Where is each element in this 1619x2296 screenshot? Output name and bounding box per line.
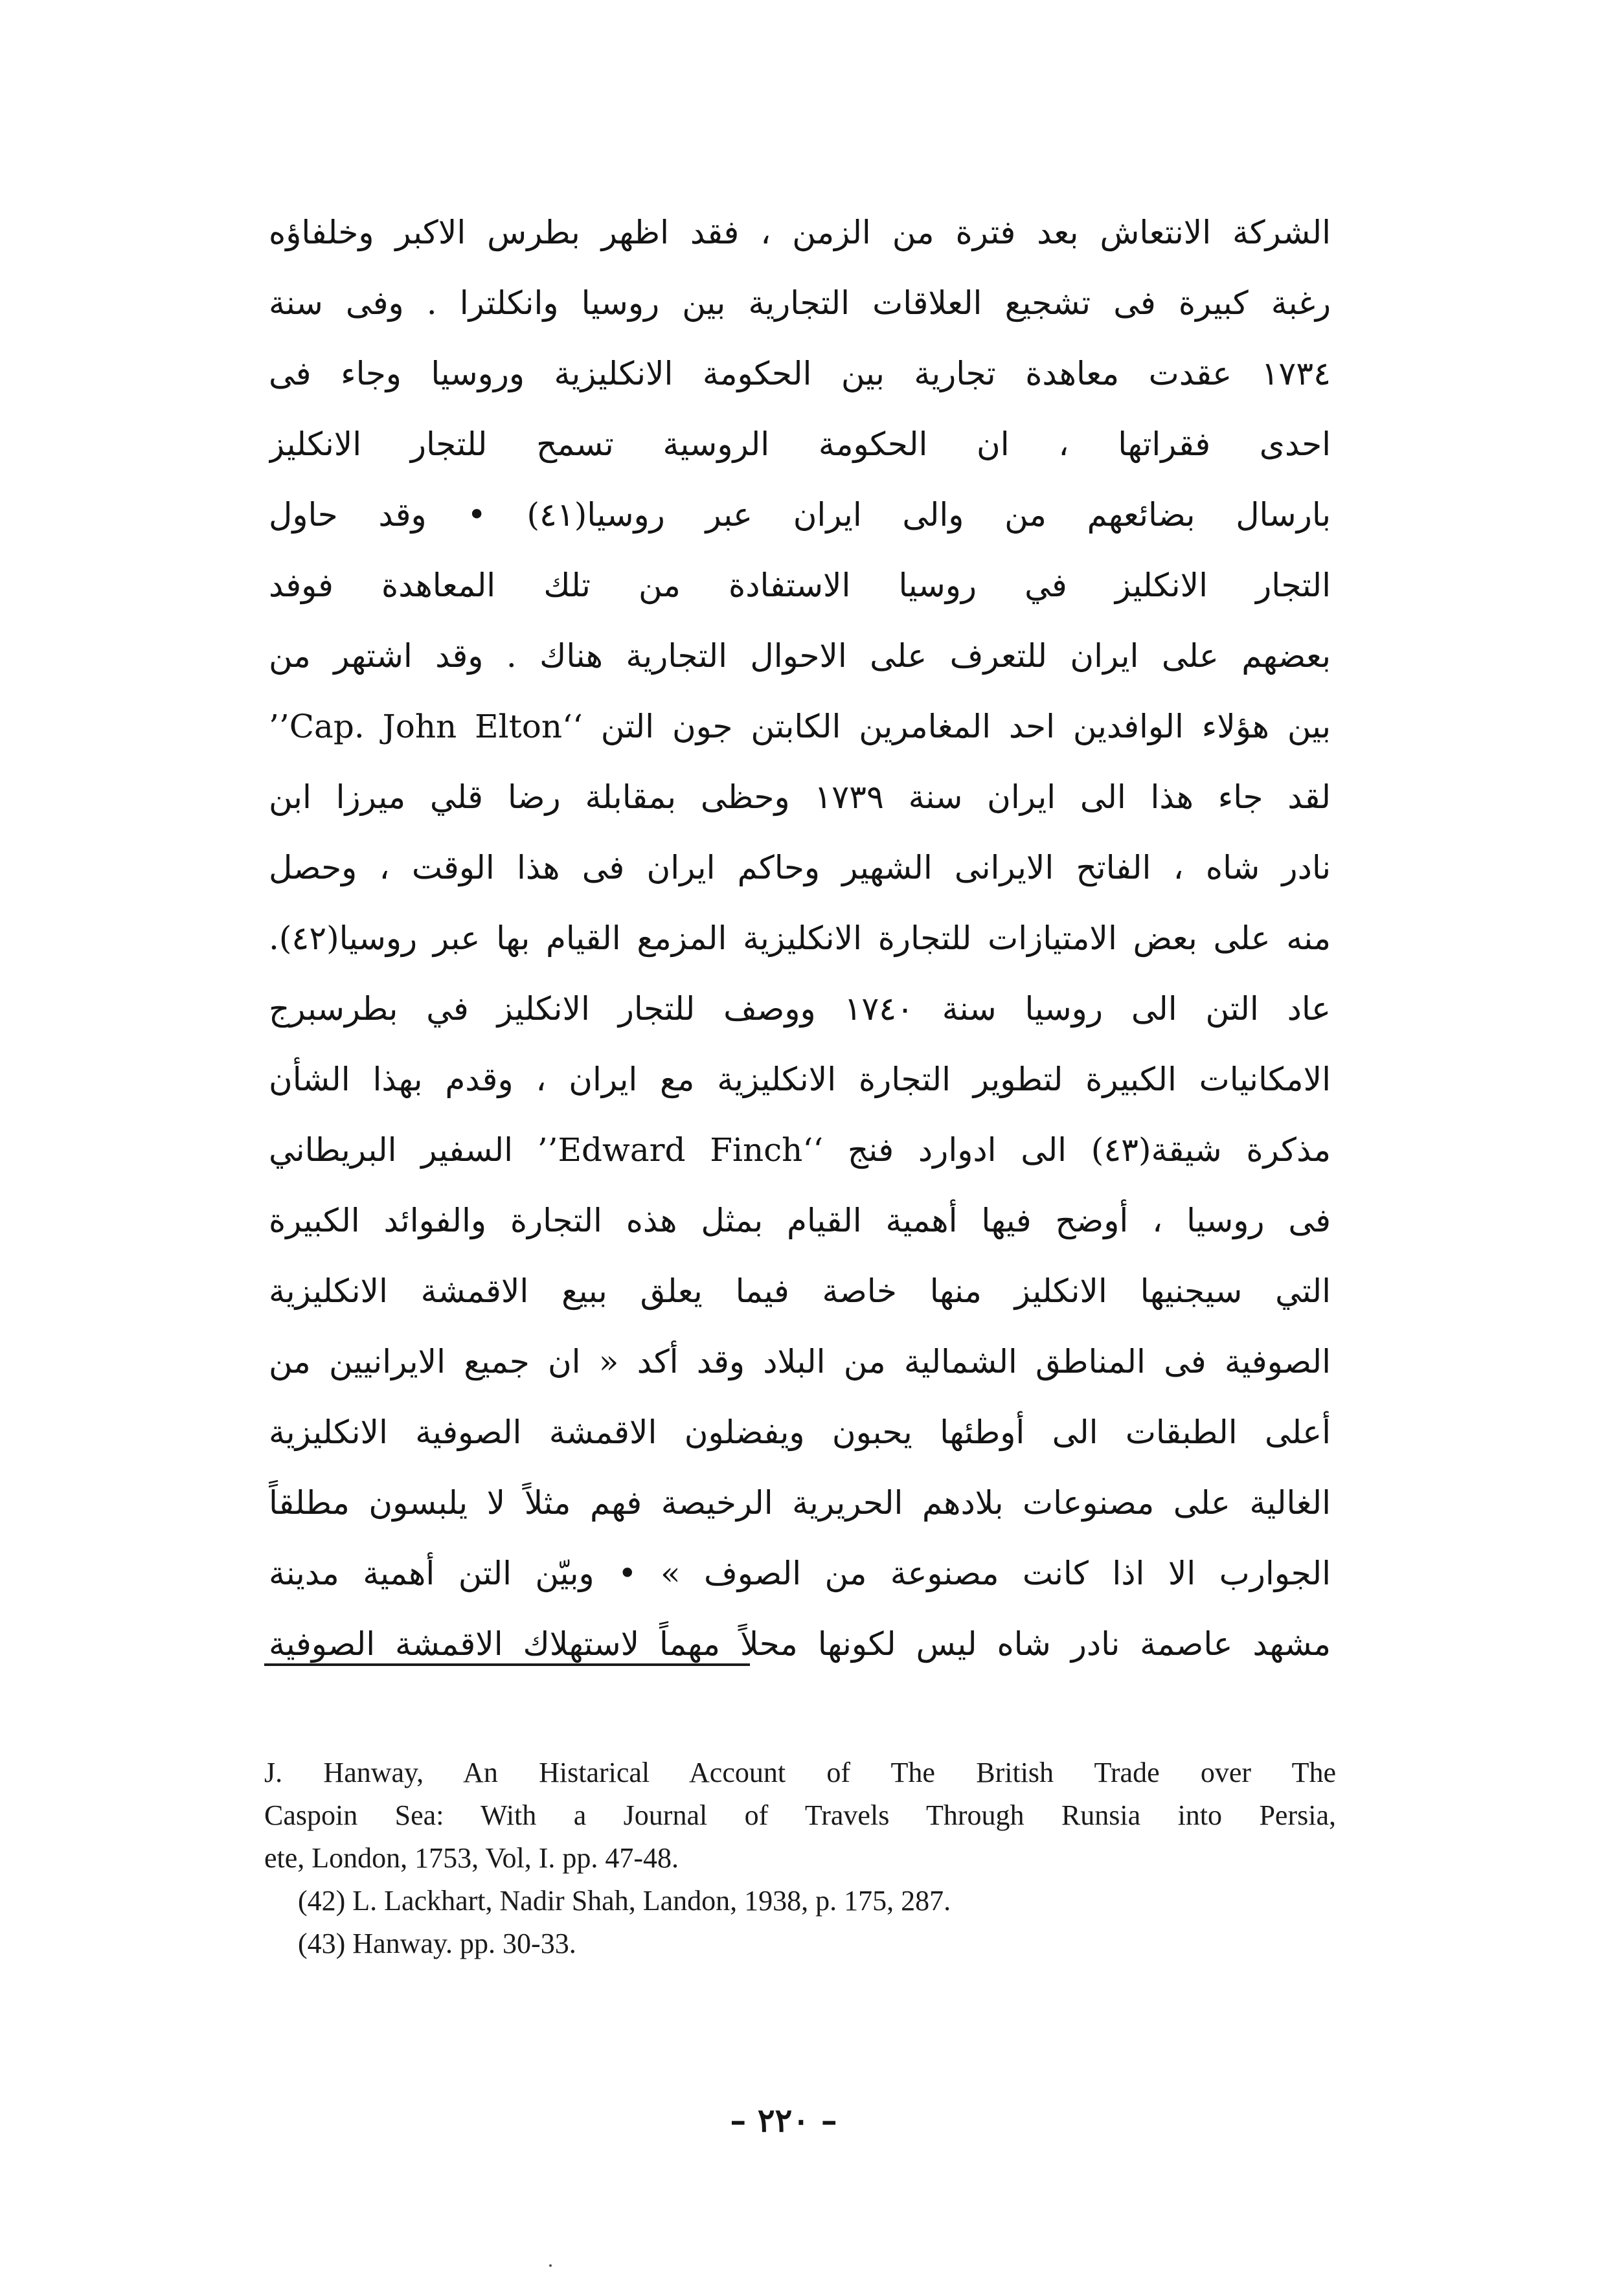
body-line: الشركة الانتعاش بعد فترة من الزمن ، فقد اظهر بطرس الاكبر وخلفاؤه (269, 214, 1331, 251)
body-line: بارسال بضائعهم من والى ايران عبر روسيا(٤١) • وقد حاول (269, 496, 1331, 534)
footnote-separator (264, 1663, 750, 1666)
body-line: الغالية على مصنوعات بلادهم الحريرية الرخيصة فهم مثلاً لا يلبسون مطلقاً (269, 1484, 1331, 1522)
body-line: احدى فقراتها ، ان الحكومة الروسية تسمح للتجار الانكليز (269, 425, 1331, 463)
body-line: الصوفية فى المناطق الشمالية من البلاد وقد أكد « ان جميع الايرانيين من (269, 1343, 1331, 1380)
body-line: بعضهم على ايران للتعرف على الاحوال التجارية هناك . وقد اشتهر من (269, 637, 1331, 675)
body-line: التجار الانكليز في روسيا الاستفادة من تلك المعاهدة فوفد (269, 567, 1331, 604)
footnote-42: (42) L. Lackhart, Nadir Shah, Landon, 1938, p. 175, 287. (298, 1885, 951, 1917)
footnote-41-line-1: J. Hanway, An Histarical Account of The British Trade over The (264, 1757, 1336, 1788)
footnotes (264, 1751, 1336, 1965)
body-line: بين هؤلاء الوافدين احد المغامرين الكابتن جون التن ‘‘Cap. John Elton’’ (269, 708, 1331, 745)
page-number: – ٢٢٠ – (730, 2101, 837, 2139)
footnote-41-line-2: Caspoin Sea: With a Journal of Travels Through Runsia into Persia, (264, 1799, 1336, 1831)
body-line: رغبة كبيرة فى تشجيع العلاقات التجارية بين روسيا وانكلترا . وفى سنة (269, 284, 1331, 322)
body-line: التي سيجنيها الانكليز منها خاصة فيما يعلق ببيع الاقمشة الانكليزية (269, 1272, 1331, 1310)
body-line: مشهد عاصمة نادر شاه ليس لكونها محلاً مهماً لاستهلاك الاقمشة الصوفية (269, 1625, 1331, 1663)
body-line: أعلى الطبقات الى أوطئها يحبون ويفضلون الاقمشة الصوفية الانكليزية (269, 1413, 1331, 1451)
body-text (269, 197, 1331, 1680)
body-line: لقد جاء هذا الى ايران سنة ١٧٣٩ وحظى بمقابلة رضا قلي ميرزا ابن (269, 778, 1331, 816)
body-line: فى روسيا ، أوضح فيها أهمية القيام بمثل هذه التجارة والفوائد الكبيرة (269, 1202, 1331, 1239)
scan-speck (549, 2264, 552, 2267)
body-line: ١٧٣٤ عقدت معاهدة تجارية بين الحكومة الانكليزية وروسيا وجاء فى (269, 355, 1331, 392)
footnote-41-line-3: ete, London, 1753, Vol, I. pp. 47-48. (264, 1842, 679, 1874)
body-line: الامكانيات الكبيرة لتطوير التجارة الانكليزية مع ايران ، وقدم بهذا الشأن (269, 1061, 1331, 1098)
body-line: عاد التن الى روسيا سنة ١٧٤٠ ووصف للتجار الانكليز في بطرسبرج (269, 990, 1331, 1028)
body-line: الجوارب الا اذا كانت مصنوعة من الصوف » • وبيّن التن أهمية مدينة (269, 1555, 1331, 1592)
body-line: منه على بعض الامتيازات للتجارة الانكليزية المزمع القيام بها عبر روسيا(٤٢). (269, 919, 1331, 957)
footnote-43: (43) Hanway. pp. 30-33. (298, 1928, 576, 1959)
body-line: مذكرة شيقة(٤٣) الى ادوارد فنج ‘‘Edward Finch’’ السفير البريطاني (269, 1131, 1331, 1169)
body-line: نادر شاه ، الفاتح الايرانى الشهير وحاكم ايران فى هذا الوقت ، وحصل (269, 849, 1331, 886)
